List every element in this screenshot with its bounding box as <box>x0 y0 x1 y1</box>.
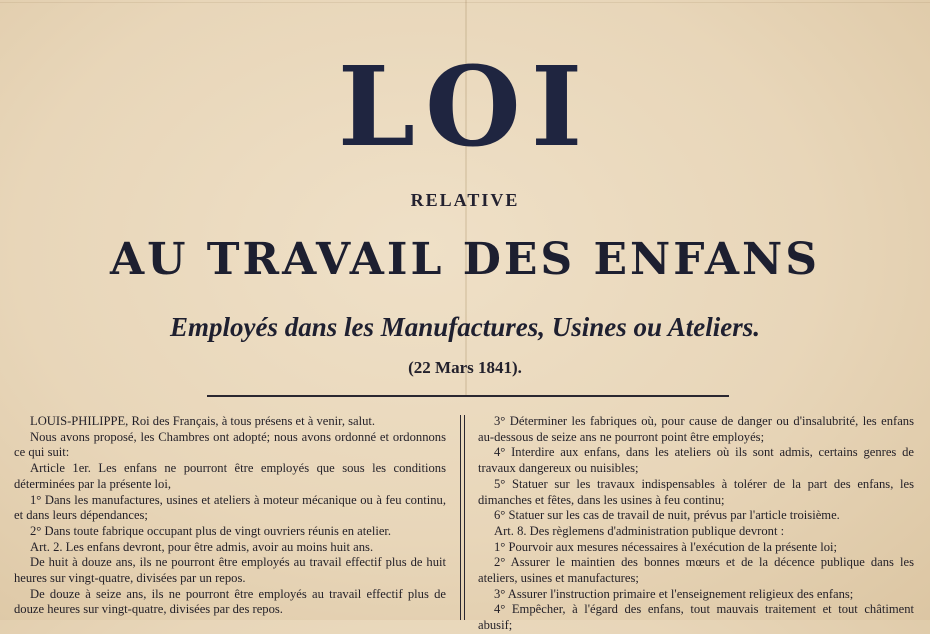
document-date: (22 Mars 1841). <box>408 358 522 377</box>
title-relative: RELATIVE <box>410 190 520 210</box>
document-scope: Employés dans les Manufactures, Usines ou Ateliers. <box>169 312 761 342</box>
document-title: LOI <box>337 42 593 171</box>
paragraph: 3° Déterminer les fabriques où, pour cause de danger ou d'insalubrité, les enfans au-dessous de seize ans ne pourront point être employés; <box>478 414 914 444</box>
paragraph: 6° Statuer sur les cas de travail de nuit, prévus par l'article troisième. <box>494 508 840 523</box>
paragraph: LOUIS-PHILIPPE, Roi des Français, à tous présens et à venir, salut. <box>30 414 376 428</box>
right-column <box>478 414 914 634</box>
paragraph: De douze à seize ans, ils ne pourront être employés au travail effectif plus de douze heures sur vingt-quatre, divisées par des repos. <box>14 586 446 617</box>
document-subtitle: AU TRAVAIL DES ENFANS <box>109 234 821 285</box>
paragraph: Art. 2. Les enfans devront, pour être admis, avoir au moins huit ans. <box>30 539 374 554</box>
paragraph: De huit à douze ans, ils ne pourront être employés au travail effectif plus de huit heures sur vingt-quatre, divisées par un repos. <box>14 555 446 586</box>
paragraph: 2° Dans toute fabrique occupant plus de vingt ouvriers réunis en atelier. <box>30 523 392 538</box>
paragraph: 3° Assurer l'instruction primaire et l'enseignement religieux des enfans; <box>494 586 854 601</box>
left-column <box>14 414 446 618</box>
paper-edge <box>0 2 930 3</box>
paragraph: 4° Empêcher, à l'égard des enfans, tout mauvais traitement et tout châtiment abusif; <box>478 602 914 633</box>
paragraph: Art. 8. Des règlemens d'administration publique devront : <box>494 523 785 538</box>
paragraph: 5° Statuer sur les travaux indispensables à tolérer de la part des enfans, les dimanches et fêtes, dans les usines à feu continu; <box>478 476 914 507</box>
paragraph: Article 1er. Les enfans ne pourront être employés que sous les conditions déterminées par la présente loi, <box>14 461 446 491</box>
paragraph: 1° Pourvoir aux mesures nécessaires à l'exécution de la présente loi; <box>494 539 838 554</box>
header-rule <box>207 395 729 397</box>
paragraph: 4° Interdire aux enfans, dans les ateliers où ils sont admis, certains genres de travaux dangereux ou nuisibles; <box>478 445 914 476</box>
paragraph: 1° Dans les manufactures, usines et ateliers à moteur mécanique ou à feu continu, et dans leurs dépendances; <box>14 492 446 523</box>
column-divider <box>460 415 465 620</box>
paragraph: 2° Assurer le maintien des bonnes mœurs et de la décence publique dans les ateliers, usines et manufactures; <box>478 555 914 586</box>
paragraph: Nous avons proposé, les Chambres ont adopté; nous avons ordonné et ordonnons ce qui suit: <box>14 429 446 460</box>
